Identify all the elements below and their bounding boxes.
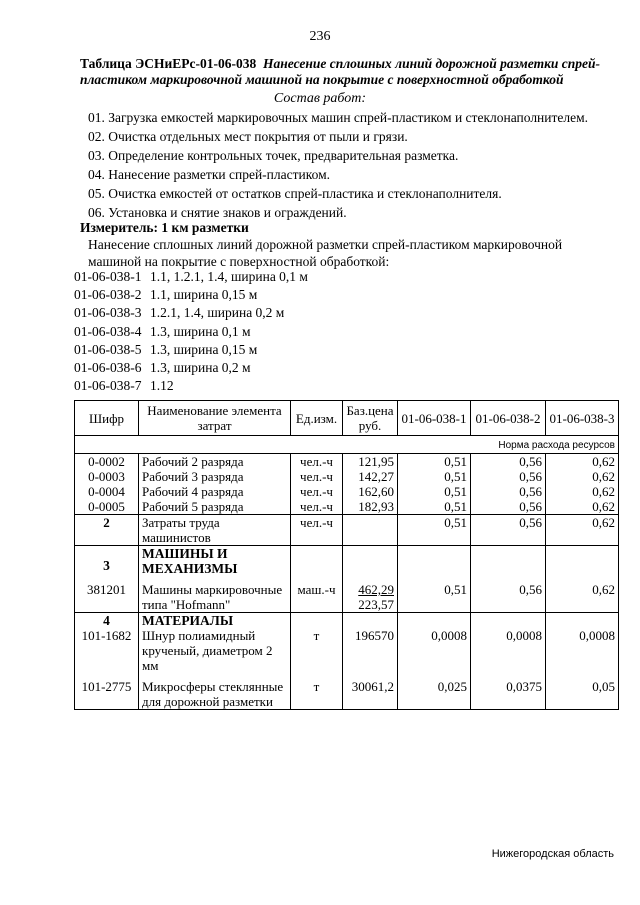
cell-v3: 0,05 (546, 673, 619, 710)
code-row (74, 359, 308, 377)
cell-code: 381201 (75, 576, 139, 613)
table-row (75, 576, 619, 613)
cell-v2: 0,0375 (471, 673, 546, 710)
cell-v1: 0,51 (398, 454, 471, 470)
cell-v1: 0,025 (398, 673, 471, 710)
code-text: 1.3, ширина 0,15 м (150, 341, 258, 357)
cell-name: Затраты труда машинистов (139, 515, 291, 546)
cell-unit: чел.-ч (291, 454, 343, 470)
operation-item: 04. Нанесение разметки спрей-пластиком. (88, 167, 331, 182)
code-row (74, 304, 308, 322)
table-title-lead: Таблица ЭСНиЕРс-01-06-038 (80, 56, 257, 71)
section-row-machines (75, 546, 619, 577)
cell-price: 162,60 (343, 484, 398, 499)
table-row (75, 628, 619, 673)
region-footer: Нижегородская область (491, 848, 614, 860)
norm-row (75, 436, 619, 454)
cell-name: Рабочий 5 разряда (139, 499, 291, 515)
cell-v1: 0,51 (398, 499, 471, 515)
table-title (80, 56, 620, 88)
norm-label: Норма расхода ресурсов (75, 436, 619, 454)
code: 01-06-038-4 (74, 323, 142, 339)
cell-price: 121,95 (343, 454, 398, 470)
price-bottom: 223,57 (358, 597, 394, 612)
operation-item: 02. Очистка отдельных мест покрытия от пыли и грязи. (88, 129, 408, 144)
operation-item: 06. Установка и снятие знаков и ограждений. (88, 205, 347, 220)
cell-name: Рабочий 2 разряда (139, 454, 291, 470)
operation-item: 03. Определение контрольных точек, предварительная разметка. (88, 148, 459, 163)
cell-unit: чел.-ч (291, 469, 343, 484)
cell-v2: 0,56 (471, 469, 546, 484)
table-row (75, 484, 619, 499)
code-row (74, 286, 308, 304)
cell-v3: 0,62 (546, 576, 619, 613)
code-text: 1.3, ширина 0,1 м (150, 323, 251, 339)
cell-v2: 0,56 (471, 484, 546, 499)
cell-price: 196570 (343, 628, 398, 673)
section-title: МАТЕРИАЛЫ (139, 613, 291, 629)
code: 01-06-038-2 (74, 287, 142, 303)
cell-v1: 0,51 (398, 469, 471, 484)
header-unit: Ед.изм. (291, 401, 343, 436)
code-text: 1.12 (150, 378, 174, 394)
header-col-2: 01-06-038-2 (471, 401, 546, 436)
table-row (75, 499, 619, 515)
cell-v1: 0,51 (398, 576, 471, 613)
cell-name: Рабочий 3 разряда (139, 469, 291, 484)
cell-price (343, 515, 398, 546)
operation-item: 05. Очистка емкостей от остатков спрей-пластика и стеклонаполнителя. (88, 186, 502, 201)
cell-v3: 0,62 (546, 454, 619, 470)
cell-code: 0-0003 (75, 469, 139, 484)
cell-unit: чел.-ч (291, 499, 343, 515)
cell-name: Шнур полиамидный крученый, диаметром 2 мм (139, 628, 291, 673)
cell-code: 3 (75, 546, 139, 577)
code-text: 1.1, 1.2.1, 1.4, ширина 0,1 м (150, 269, 308, 284)
cell-v1: 0,51 (398, 484, 471, 499)
cell-name: Рабочий 4 разряда (139, 484, 291, 499)
operations-list (88, 108, 588, 222)
code: 01-06-038-1 (74, 269, 142, 284)
table-row (75, 673, 619, 710)
cell-unit: чел.-ч (291, 484, 343, 499)
code: 01-06-038-3 (74, 305, 142, 321)
table-row (75, 454, 619, 470)
page-number: 236 (309, 29, 331, 44)
cell-name: Микросферы стеклянные для дорожной разметки (139, 673, 291, 710)
table-row-labor (75, 515, 619, 546)
cell-price: 142,27 (343, 469, 398, 484)
cell-unit: маш.-ч (291, 576, 343, 613)
codes-list (74, 268, 308, 395)
code-row (74, 377, 308, 395)
cell-v2: 0,56 (471, 454, 546, 470)
cell-v1: 0,0008 (398, 628, 471, 673)
code-row (74, 341, 308, 359)
measure-unit: Измеритель: 1 км разметки (80, 220, 249, 235)
cell-v2: 0,56 (471, 576, 546, 613)
header-price: Баз.цена руб. (343, 401, 398, 436)
composition-title: Состав работ: (273, 91, 367, 106)
code-text: 1.1, ширина 0,15 м (150, 287, 258, 303)
cell-v3: 0,62 (546, 484, 619, 499)
cell-price: 30061,2 (343, 673, 398, 710)
cell-v3: 0,62 (546, 499, 619, 515)
cell-code: 101-1682 (75, 628, 139, 673)
cell-code: 2 (75, 515, 139, 546)
cell-unit: чел.-ч (291, 515, 343, 546)
code-text: 1.2.1, 1.4, ширина 0,2 м (150, 305, 285, 321)
header-cipher: Шифр (75, 401, 139, 436)
cell-code: 0-0004 (75, 484, 139, 499)
cell-code: 0-0005 (75, 499, 139, 515)
description: Нанесение сплошных линий дорожной разметки спрей-пластиком маркировочной машиной на покрытие с поверхностной обработкой: (88, 237, 563, 269)
cell-v2: 0,56 (471, 499, 546, 515)
cell-code: 0-0002 (75, 454, 139, 470)
cell-v3: 0,0008 (546, 628, 619, 673)
header-col-1: 01-06-038-1 (398, 401, 471, 436)
cell-v3: 0,62 (546, 469, 619, 484)
cell-price: 182,93 (343, 499, 398, 515)
table-header-row (75, 401, 619, 436)
table-row (75, 469, 619, 484)
code: 01-06-038-7 (74, 378, 142, 394)
header-name: Наименование элемента затрат (139, 401, 291, 436)
operation-item: 01. Загрузка емкостей маркировочных машин спрей-пластиком и стеклонаполнителем. (88, 110, 589, 125)
table-title-text: Нанесение сплошных линий дорожной разметки спрей-пластиком маркировочной машиной на покрытие с поверхностной обработкой (80, 56, 601, 87)
cell-name: Машины маркировочные типа "Hofmann" (139, 576, 291, 613)
resource-table (74, 400, 619, 710)
cell-price (343, 576, 398, 613)
cell-code: 101-2775 (75, 673, 139, 710)
cell-v2: 0,56 (471, 515, 546, 546)
section-row-materials (75, 613, 619, 629)
header-col-3: 01-06-038-3 (546, 401, 619, 436)
section-title: МАШИНЫ И МЕХАНИЗМЫ (139, 546, 291, 577)
price-top: 462,29 (358, 582, 394, 597)
cell-code: 4 (75, 613, 139, 629)
cell-unit: т (291, 628, 343, 673)
code-text: 1.3, ширина 0,2 м (150, 360, 251, 376)
cell-v2: 0,0008 (471, 628, 546, 673)
cell-unit: т (291, 673, 343, 710)
cell-v3: 0,62 (546, 515, 619, 546)
code: 01-06-038-6 (74, 360, 142, 376)
code-row (74, 268, 308, 286)
code-row (74, 323, 308, 341)
cell-v1: 0,51 (398, 515, 471, 546)
code: 01-06-038-5 (74, 341, 142, 357)
